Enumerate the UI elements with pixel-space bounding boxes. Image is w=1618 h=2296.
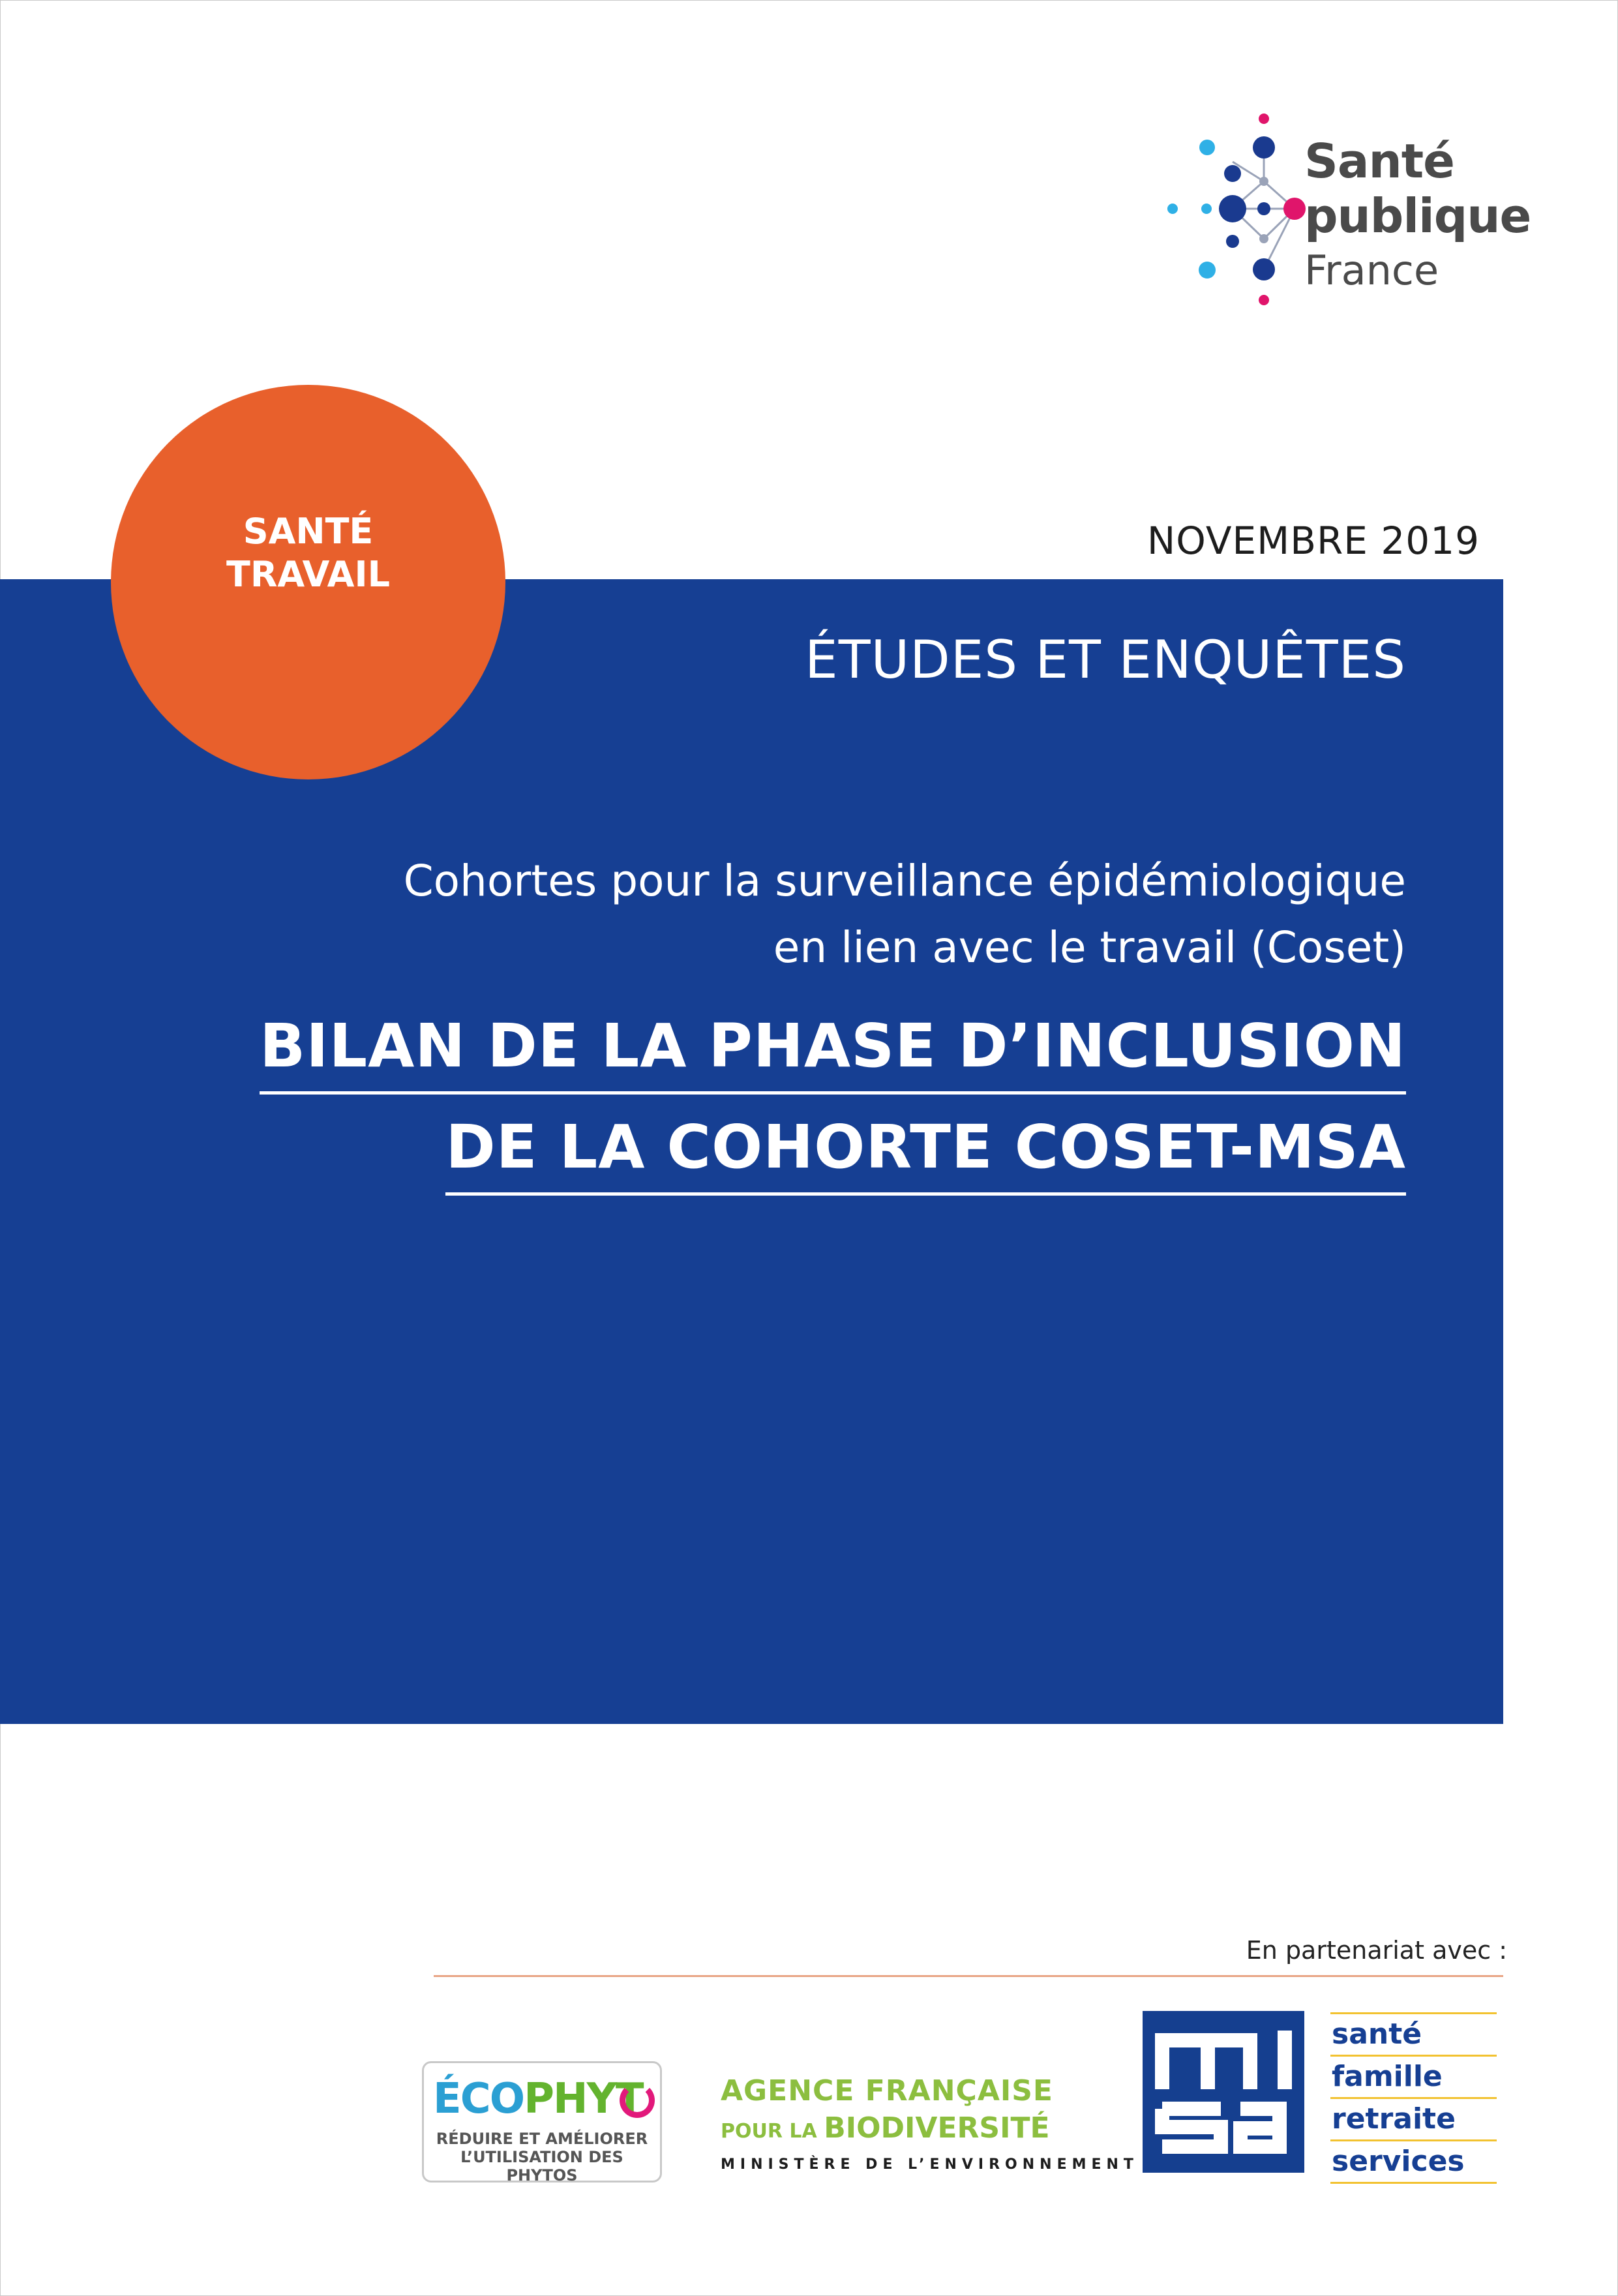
msa-item: retraite [1330,2099,1497,2141]
logo-dot [1201,204,1212,214]
logo-dot [1226,235,1239,248]
theme-badge [111,385,505,779]
afb-line-2-big: BIODIVERSITÉ [824,2111,1050,2145]
subtitle-line-2: en lien avec le travail (Coset) [773,922,1406,973]
logo-dot [1219,195,1246,222]
document-title [260,1008,1406,1210]
afb-line-2-small: POUR LA [721,2120,824,2143]
publisher-name [1304,134,1531,298]
publisher-line-1: Santé [1304,134,1454,189]
partners-label: En partenariat avec : [1246,1936,1507,1965]
title-line-2: DE LA COHORTE COSET-MSA [445,1109,1406,1196]
afb-line-2 [721,2111,1070,2145]
ecophyto-tagline [424,2130,660,2184]
publication-date: NOVEMBRE 2019 [1146,519,1480,563]
logo-dot [1259,177,1268,186]
logo-dot [1253,258,1275,280]
logo-dot [1199,140,1215,155]
msa-item: famille [1330,2057,1497,2099]
ecophyto-logo [422,2061,662,2183]
theme-badge-line-1: SANTÉ [243,510,374,552]
msa-services-list [1330,2012,1497,2184]
subtitle-line-1: Cohortes pour la surveillance épidémiologique [403,856,1406,906]
logo-dot [1259,234,1268,243]
publisher-line-3: France [1304,247,1439,294]
logo-dot [1259,113,1269,124]
logo-dot [1283,198,1306,220]
msa-item: santé [1330,2012,1497,2057]
theme-badge-line-2: TRAVAIL [226,553,390,595]
afb-logo [721,2074,1139,2173]
afb-line-3: MINISTÈRE DE L’ENVIRONNEMENT [721,2156,1139,2173]
logo-dot [1253,136,1275,159]
document-category: ÉTUDES ET ENQUÊTES [805,629,1406,690]
logo-dot [1257,202,1270,215]
ecophyto-ring-icon [620,2083,655,2118]
logo-dot [1224,165,1241,182]
ecophyto-word-part-2: PHYT [524,2075,643,2123]
logo-dot [1199,262,1216,279]
ecophyto-tagline-1: RÉDUIRE ET AMÉLIORER [436,2130,648,2148]
msa-logo-icon [1143,2011,1304,2173]
publisher-line-2: publique [1304,189,1531,243]
document-subtitle [404,848,1406,981]
logo-dot [1167,204,1178,214]
afb-line-1: AGENCE FRANÇAISE [721,2074,1053,2107]
ecophyto-word-part-1: ÉCO [433,2075,524,2123]
msa-item: services [1330,2141,1497,2184]
ecophyto-tagline-2: L’UTILISATION DES PHYTOS [460,2148,623,2184]
partners-divider [434,1975,1503,1977]
ecophyto-wordmark [433,2075,643,2123]
logo-dot [1259,295,1269,305]
title-line-1: BILAN DE LA PHASE D’INCLUSION [260,1008,1406,1095]
